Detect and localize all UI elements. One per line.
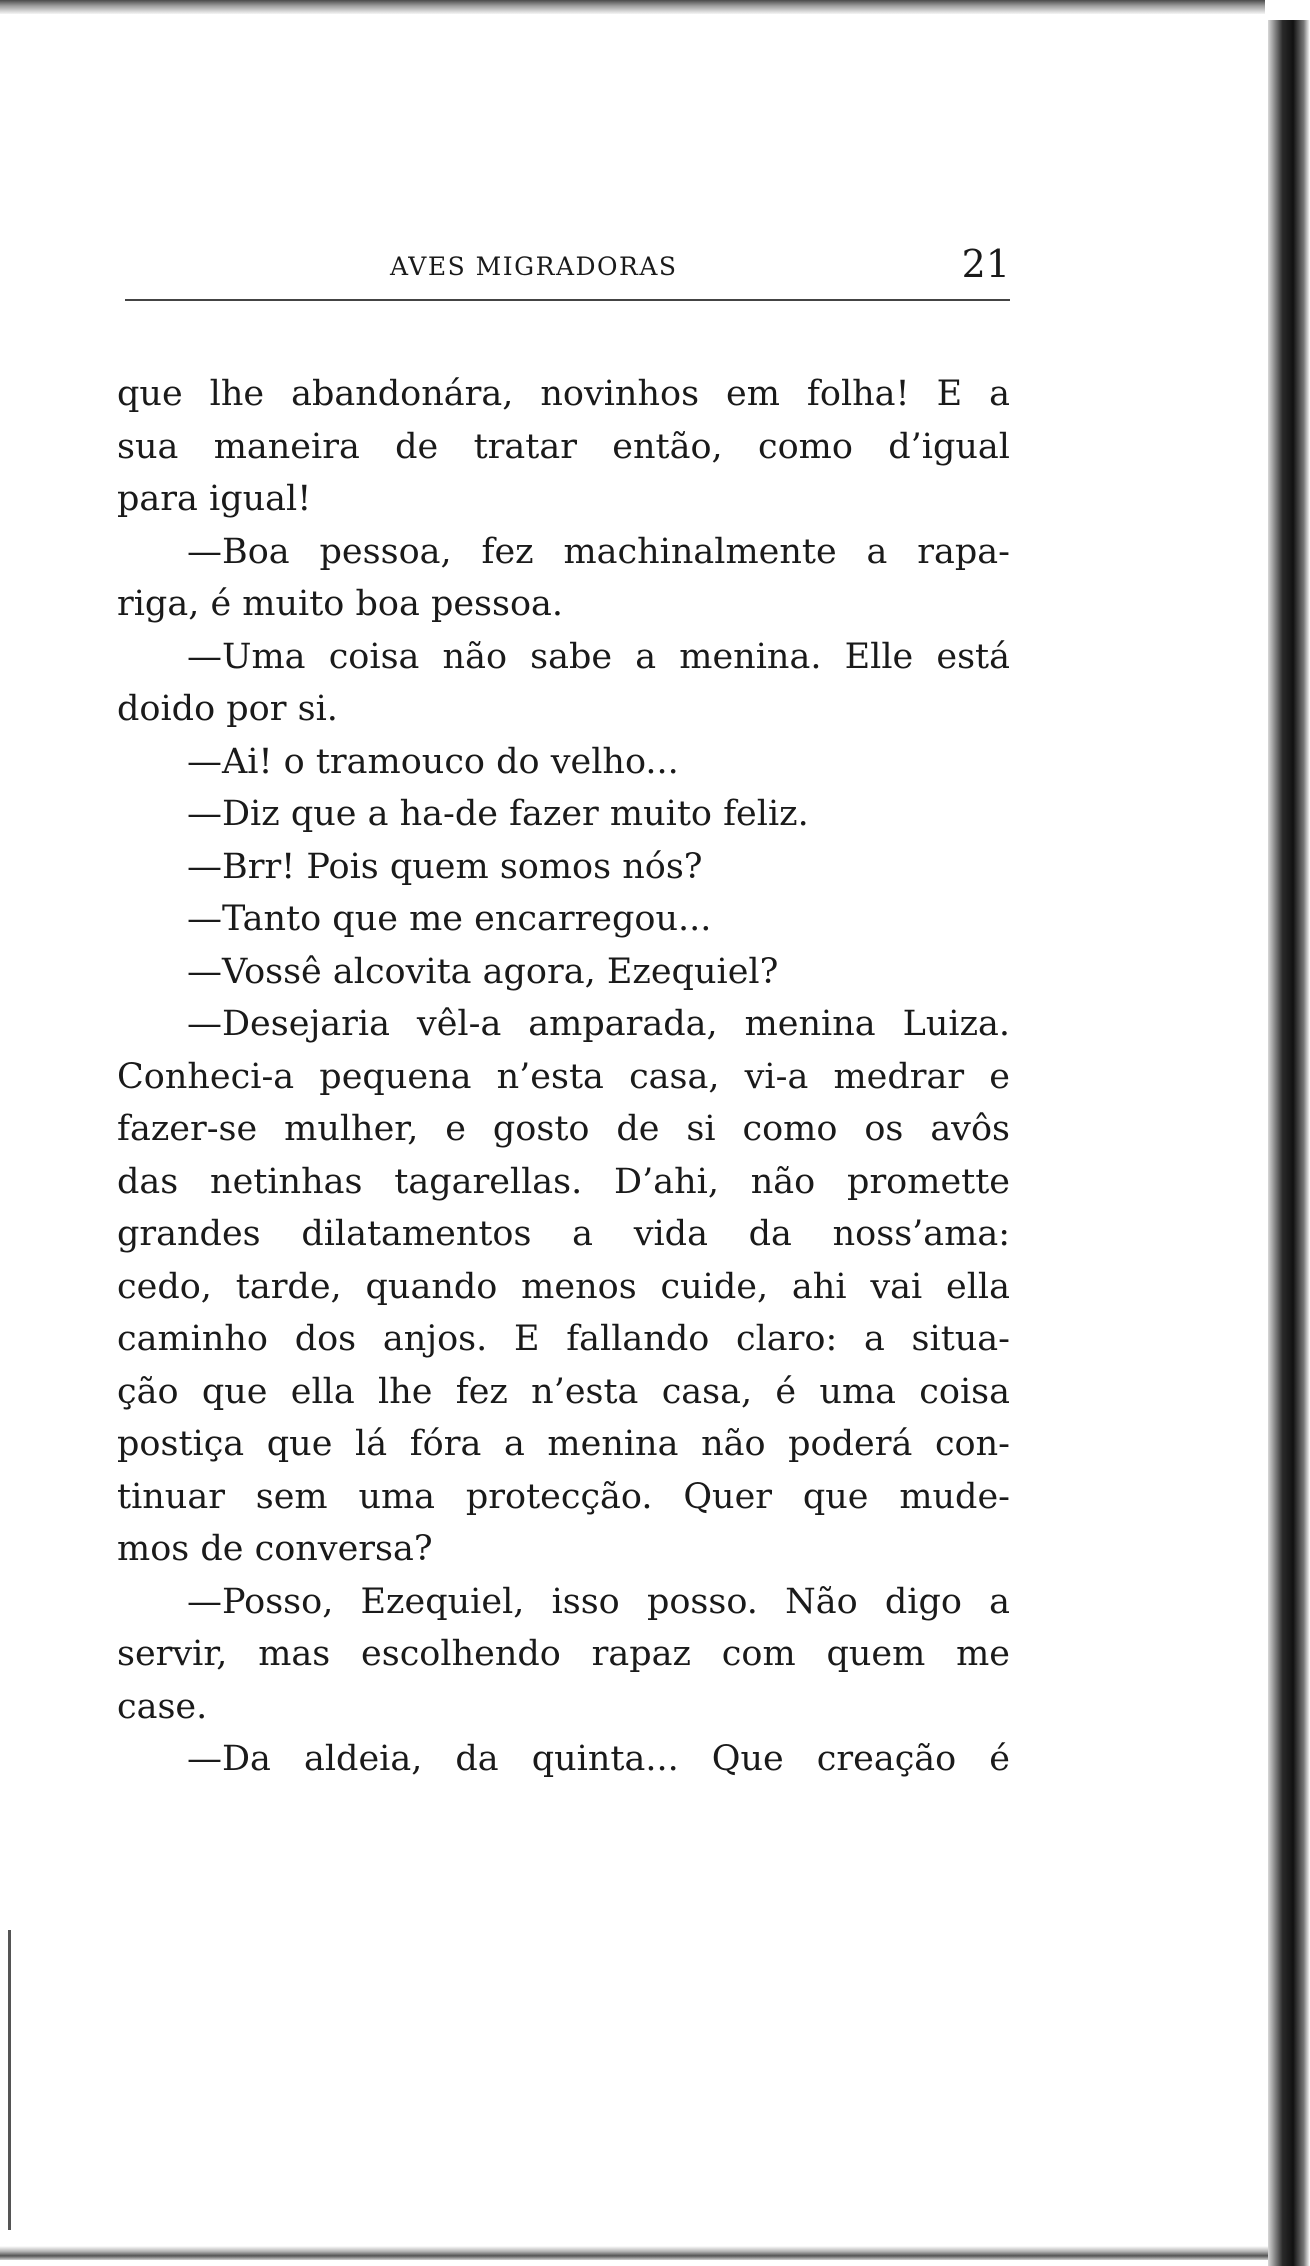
text-line: ção que ella lhe fez n’esta casa, é uma coisa — [117, 1371, 1010, 1412]
text-line: sua maneira de tratar então, como d’igual — [117, 426, 1010, 467]
text-line: Conheci-a pequena n’esta casa, vi-a medrar e — [117, 1056, 1010, 1097]
text-line: cedo, tarde, quando menos cuide, ahi vai ella — [117, 1266, 1010, 1307]
text-line: —Brr! Pois quem somos nós? — [187, 846, 703, 887]
scan-left-mark — [8, 1930, 11, 2230]
text-line: —Posso, Ezequiel, isso posso. Não digo a — [187, 1581, 1010, 1622]
text-line: —Vossê alcovita agora, Ezequiel? — [187, 951, 779, 992]
text-line: case. — [117, 1686, 208, 1727]
text-line: —Desejaria vêl-a amparada, menina Luiza. — [187, 1004, 1010, 1044]
text-line: doido por si. — [117, 689, 338, 729]
text-line: para igual! — [117, 479, 312, 519]
scan-bottom-edge — [0, 2246, 1268, 2260]
text-line: —Tanto que me encarregou... — [187, 899, 712, 939]
body-text — [117, 368, 1010, 1786]
text-line: das netinhas tagarellas. D’ahi, não promette — [117, 1161, 1010, 1202]
text-line: —Ai! o tramouco do velho... — [187, 741, 679, 782]
text-line: tinuar sem uma protecção. Quer que mude- — [117, 1476, 1010, 1517]
scan-top-edge — [0, 0, 1265, 14]
text-line: riga, é muito boa pessoa. — [117, 584, 564, 624]
text-line: —Diz que a ha-de fazer muito feliz. — [187, 794, 809, 834]
text-line: postiça que lá fóra a menina não poderá con- — [117, 1424, 1010, 1464]
text-line: grandes dilatamentos a vida da noss’ama: — [117, 1214, 1010, 1254]
text-line: fazer-se mulher, e gosto de si como os avôs — [117, 1109, 1010, 1149]
header-rule — [125, 299, 1010, 301]
page-number: 21 — [961, 242, 1010, 286]
text-line: —Boa pessoa, fez machinalmente a rapa- — [187, 531, 1010, 572]
scan-right-edge — [1268, 20, 1310, 2266]
running-title: AVES MIGRADORAS — [390, 252, 678, 281]
text-line: caminho dos anjos. E fallando claro: a situa- — [117, 1319, 1010, 1359]
text-line: que lhe abandonára, novinhos em folha! E a — [117, 374, 1010, 414]
text-line: —Da aldeia, da quinta... Que creação é — [187, 1739, 1010, 1779]
running-head — [390, 242, 1010, 288]
text-line: —Uma coisa não sabe a menina. Elle está — [187, 636, 1010, 677]
text-line: servir, mas escolhendo rapaz com quem me — [117, 1634, 1010, 1674]
text-line: mos de conversa? — [117, 1529, 433, 1569]
